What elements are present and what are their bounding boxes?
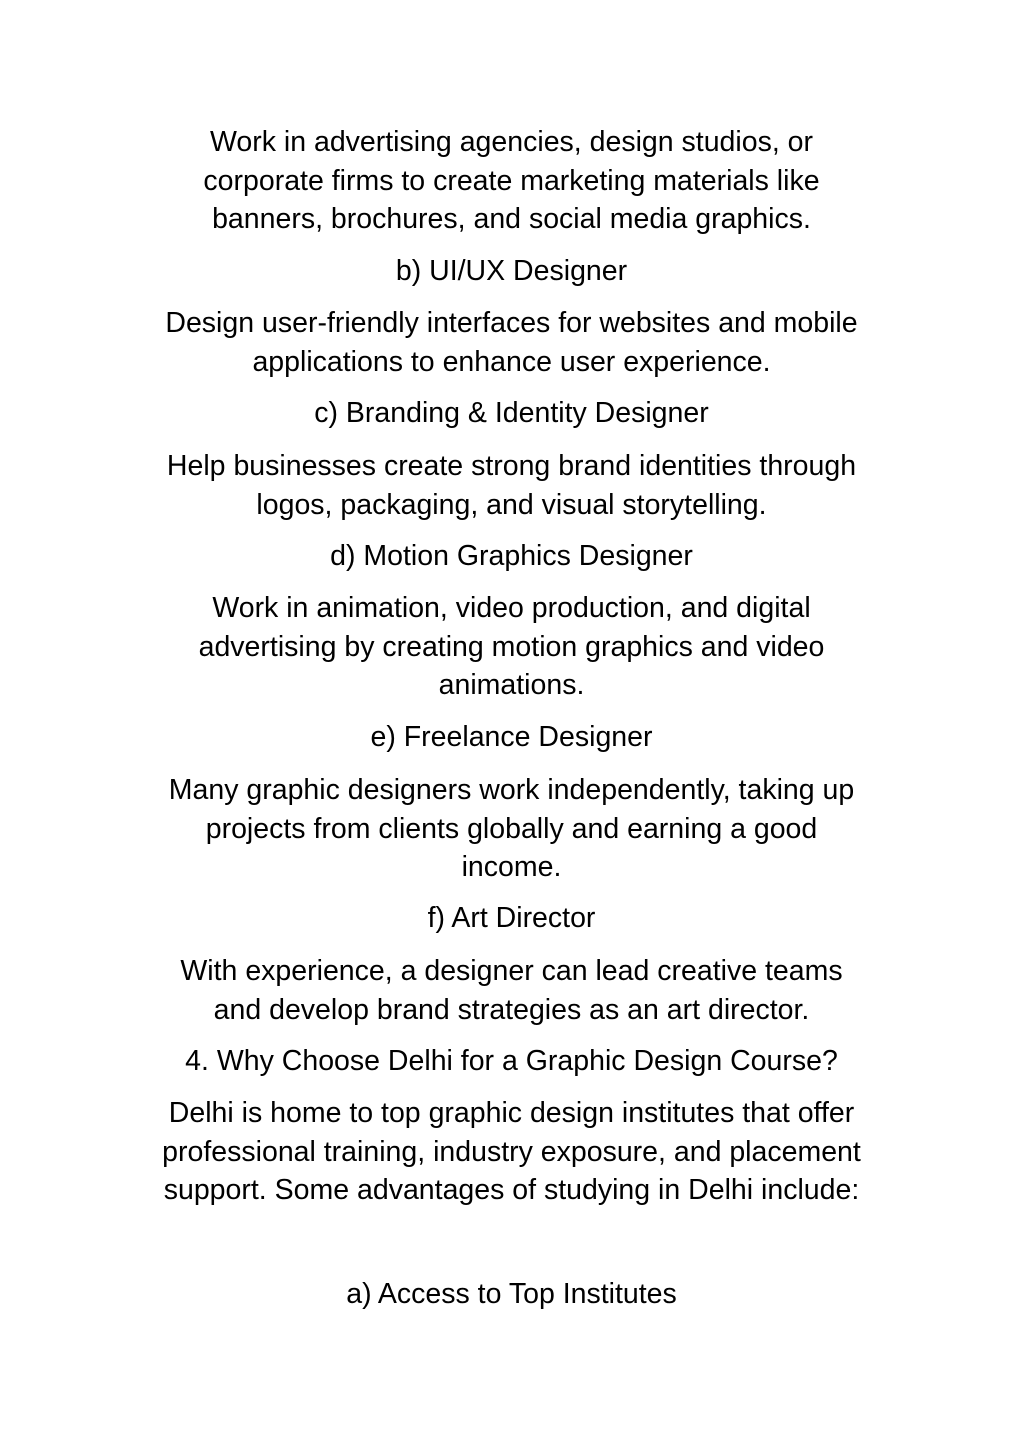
text-line: applications to enhance user experience. xyxy=(252,345,771,378)
text-line: and develop brand strategies as an art director. xyxy=(213,993,810,1026)
heading-why-choose-delhi xyxy=(0,1042,1023,1081)
text-line: support. Some advantages of studying in Delhi include: xyxy=(163,1174,860,1206)
text-line: a) Access to Top Institutes xyxy=(346,1278,677,1310)
text-line: With experience, a designer can lead creative teams xyxy=(180,955,843,987)
heading-motion-graphics-designer xyxy=(0,537,1023,576)
text-line: banners, brochures, and social media graphics. xyxy=(212,203,811,235)
heading-ui-ux-designer xyxy=(0,252,1023,291)
text-line: corporate firms to create marketing materials like xyxy=(203,164,820,197)
text-line: advertising by creating motion graphics and video xyxy=(198,630,825,663)
text-line: 4. Why Choose Delhi for a Graphic Design Course? xyxy=(185,1045,838,1077)
text-line: projects from clients globally and earning a good xyxy=(205,812,818,845)
heading-access-to-top-institutes xyxy=(0,1275,1023,1314)
text-line: logos, packaging, and visual storytelling. xyxy=(256,488,767,521)
paragraph-art-director-desc xyxy=(0,952,1023,1029)
text-line: income. xyxy=(461,851,562,883)
text-line: Many graphic designers work independently, taking up xyxy=(168,774,855,806)
text-line: b) UI/UX Designer xyxy=(395,255,628,287)
text-line: animations. xyxy=(438,669,585,701)
heading-freelance-designer xyxy=(0,718,1023,757)
paragraph-graphic-designer-desc xyxy=(0,123,1023,239)
heading-art-director xyxy=(0,899,1023,938)
text-line: f) Art Director xyxy=(427,902,596,934)
text-line: Help businesses create strong brand identities through xyxy=(166,450,857,482)
text-line: e) Freelance Designer xyxy=(370,721,653,753)
text-line: professional training, industry exposure, and placement xyxy=(162,1135,861,1168)
paragraph-motion-graphics-desc xyxy=(0,589,1023,705)
text-line: Work in animation, video production, and digital xyxy=(212,592,811,624)
text-line: Delhi is home to top graphic design institutes that offer xyxy=(168,1097,855,1129)
paragraph-freelance-desc xyxy=(0,771,1023,887)
text-line: Work in advertising agencies, design studios, or xyxy=(209,126,814,158)
text-line: c) Branding & Identity Designer xyxy=(314,397,709,429)
paragraph-branding-desc xyxy=(0,447,1023,524)
heading-branding-identity-designer xyxy=(0,394,1023,433)
paragraph-ui-ux-desc xyxy=(0,304,1023,381)
text-line: d) Motion Graphics Designer xyxy=(330,540,693,572)
text-line: Design user-friendly interfaces for websites and mobile xyxy=(165,307,858,339)
paragraph-delhi-desc xyxy=(0,1094,1023,1210)
